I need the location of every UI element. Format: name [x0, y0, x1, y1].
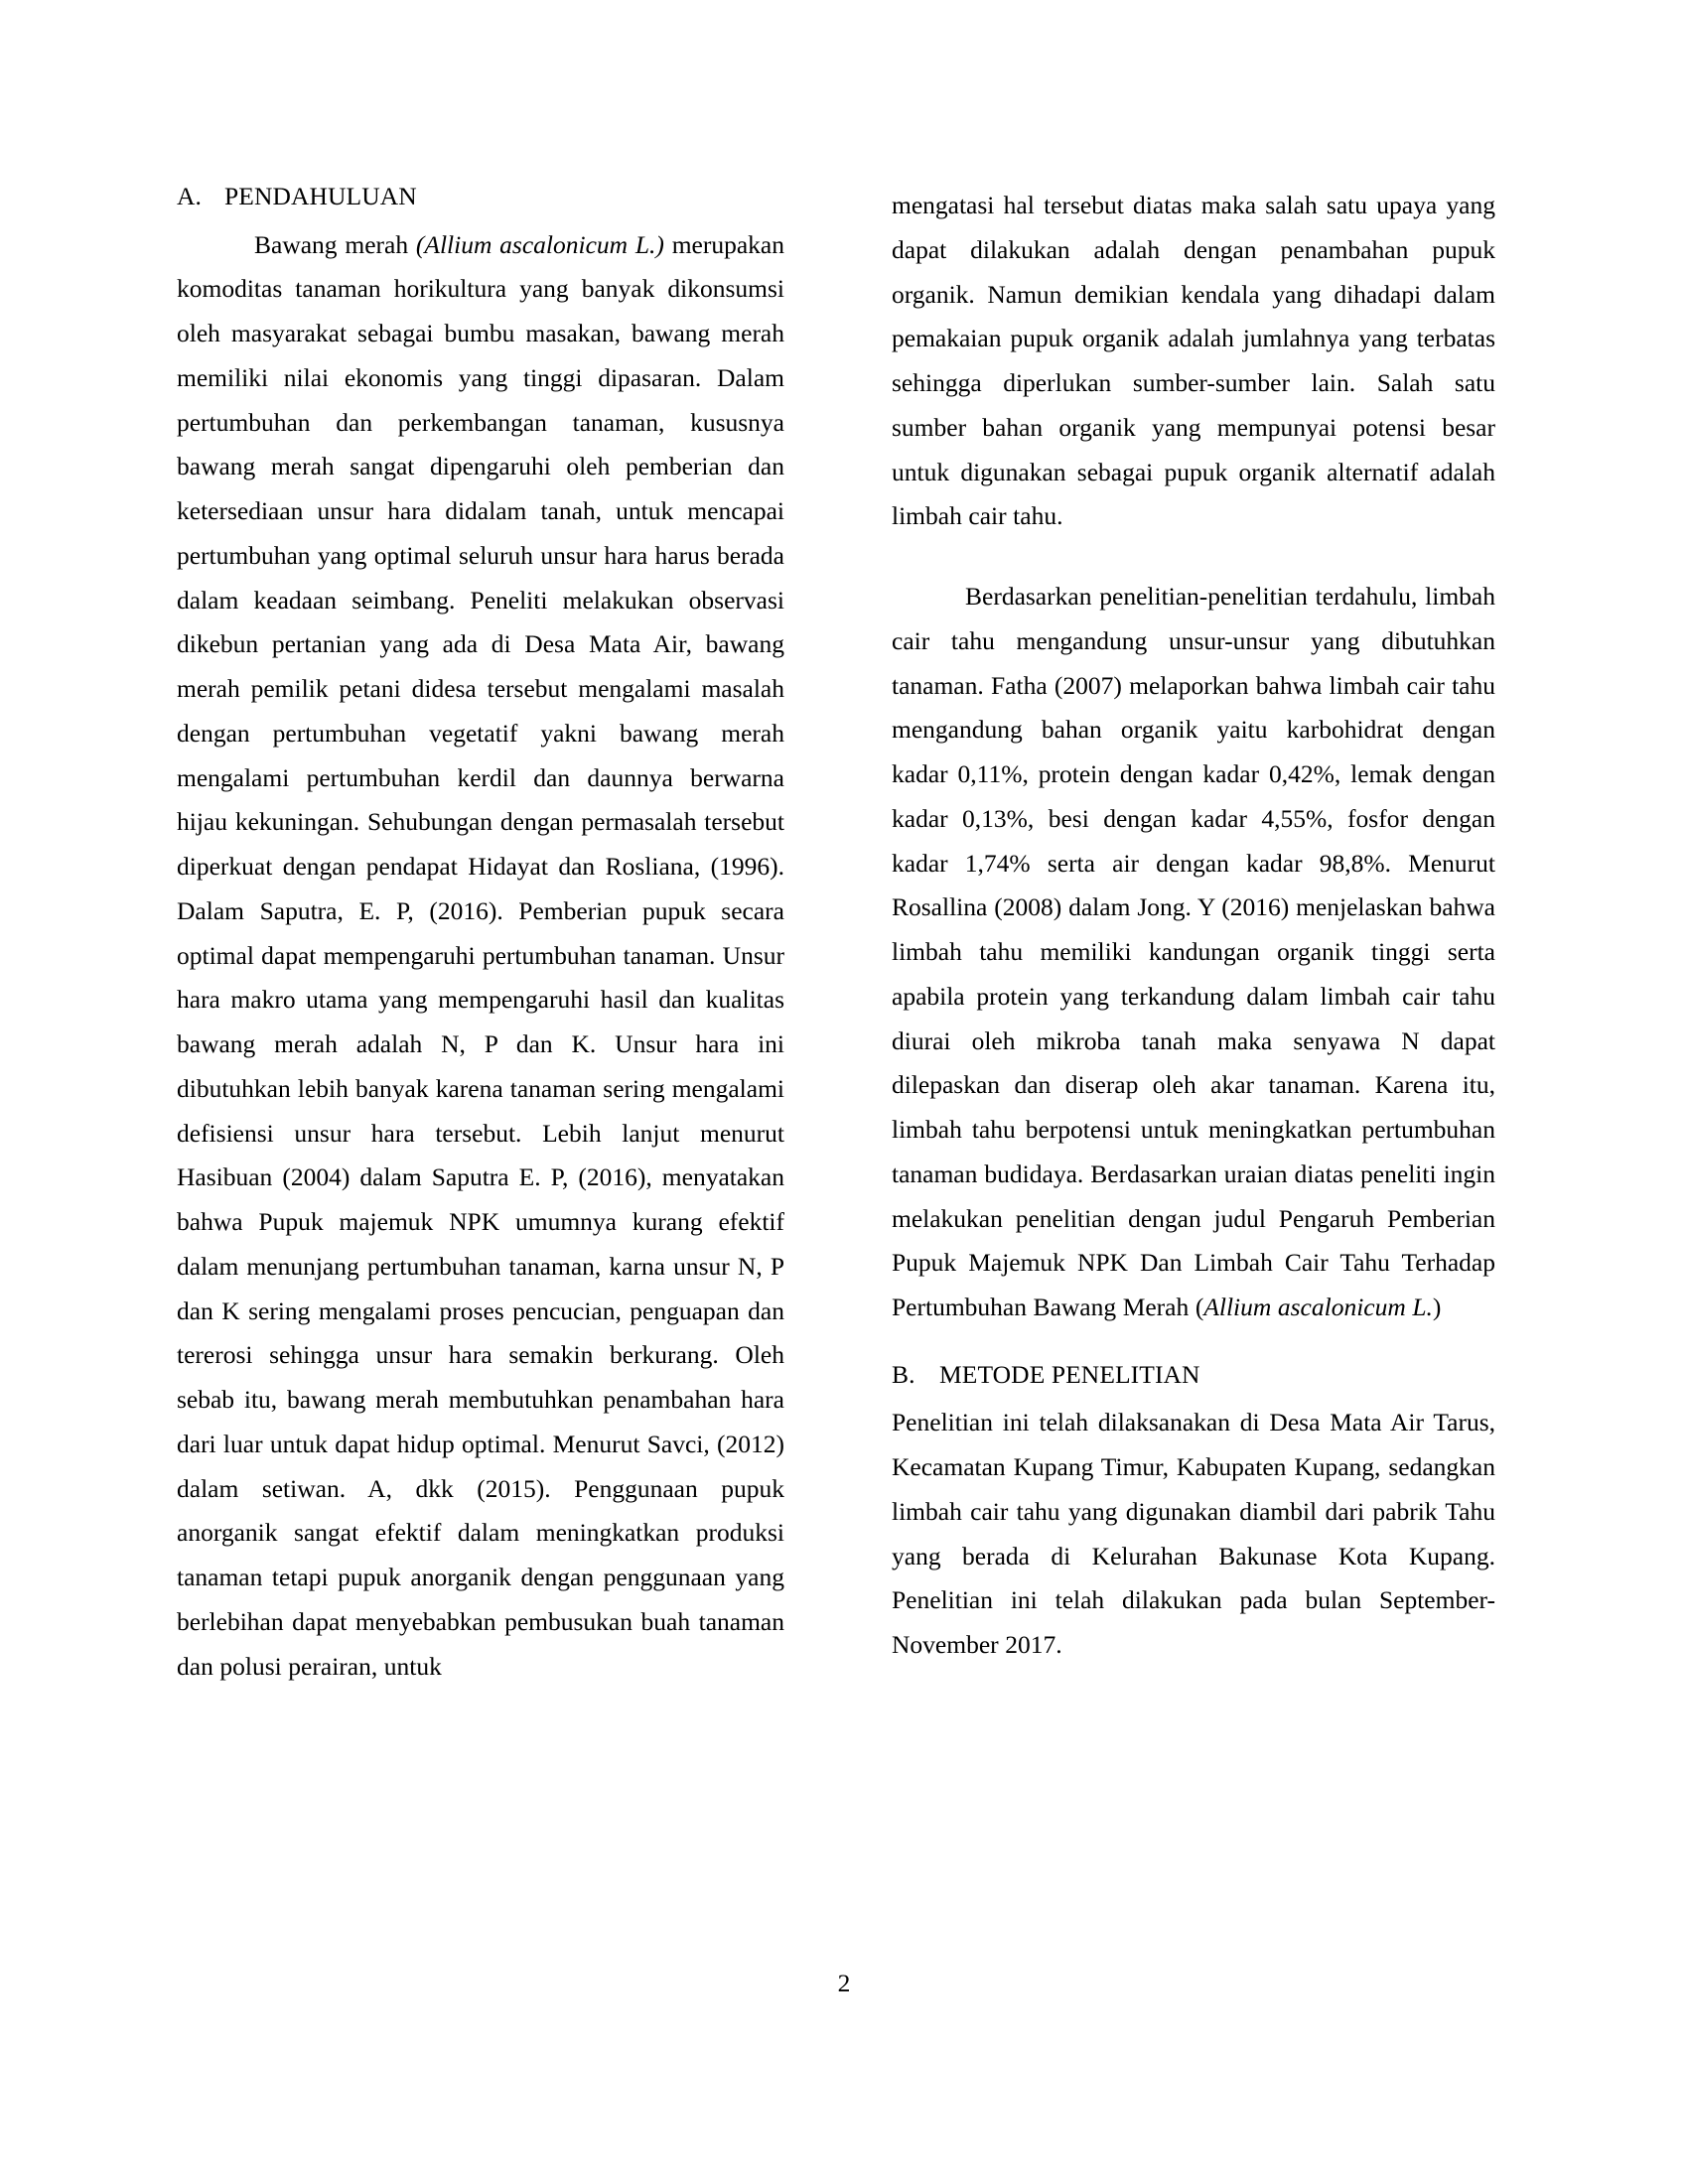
section-title-pendahuluan: PENDAHULUAN [224, 182, 417, 210]
section-letter-b: B. [892, 1359, 915, 1389]
section-title-metode-penelitian: METODE PENELITIAN [939, 1359, 1200, 1389]
two-column-layout [177, 184, 1495, 1689]
paragraph-method: Penelitian ini telah dilaksanakan di Desa Mata Air Tarus, Kecamatan Kupang Timur, Kabupaten Kupang, sedangkan limbah cair tahu yang digunakan diambil dari pabrik Tahu yang berada di Kelurahan Bakunase Kota Kupang. Penelitian ini telah dilakukan pada bulan September-November 2017. [892, 1408, 1495, 1659]
paragraph-introduction [177, 223, 784, 1690]
species-name-italic-2: Allium ascalonicum L. [1203, 1293, 1433, 1321]
species-name-italic: (Allium ascalonicum L.) [415, 229, 664, 259]
section-heading-metode-penelitian [892, 1359, 1495, 1389]
paragraph-research-text-before-italic: Berdasarkan penelitian-penelitian terdahulu, limbah cair tahu mengandung unsur-unsur yang dibutuhkan tanaman. Fatha (2007) melaporkan bahwa limbah cair tahu mengandung bahan organik yaitu karbohidrat dengan kadar 0,11%, protein dengan kadar 0,42%, lemak dengan kadar 0,13%, besi dengan kadar 4,55%, fosfor dengan kadar 1,74% serta air dengan kadar 98,8%. Menurut Rosallina (2008) dalam Jong. Y (2016) menjelaskan bahwa limbah tahu memiliki kandungan organik tinggi serta apabila protein yang terkandung dalam limbah cair tahu diurai oleh mikroba tanah maka senyawa N dapat dilepaskan dan diserap oleh akar tanaman. Karena itu, limbah tahu berpotensi untuk meningkatkan pertumbuhan tanaman budidaya. Berdasarkan uraian diatas peneliti ingin melakukan penelitian dengan judul Pengaruh Pemberian Pupuk Majemuk NPK Dan Limbah Cair Tahu Terhadap Pertumbuhan Bawang Merah ( [892, 582, 1495, 1321]
right-column [892, 184, 1495, 1668]
left-column [177, 184, 784, 1689]
section-heading-pendahuluan [177, 184, 784, 209]
paragraph-intro-text-before-italic: Bawang merah [254, 229, 416, 259]
paragraph-intro-text-after-italic: merupakan komoditas tanaman horikultura yang banyak dikonsumsi oleh masyarakat sebagai bumbu masakan, bawang merah memiliki nilai ekonomis yang tinggi dipasaran. Dalam pertumbuhan dan perkembangan tanaman, kususnya bawang merah sangat dipengaruhi oleh pemberian dan ketersediaan unsur hara didalam tanah, untuk mencapai pertumbuhan yang optimal seluruh unsur hara harus berada dalam keadaan seimbang. Peneliti melakukan observasi dikebun pertanian yang ada di Desa Mata Air, bawang merah pemilik petani didesa tersebut mengalami masalah dengan pertumbuhan vegetatif yakni bawang merah mengalami pertumbuhan kerdil dan daunnya berwarna hijau kekuningan. Sehubungan dengan permasalah tersebut diperkuat dengan pendapat Hidayat dan Rosliana, (1996). Dalam Saputra, E. P, (2016). Pemberian pupuk secara optimal dapat mempengaruhi pertumbuhan tanaman. Unsur hara makro utama yang mempengaruhi hasil dan kualitas bawang merah adalah N, P dan K. Unsur hara ini dibutuhkan lebih banyak karena tanaman sering mengalami defisiensi unsur hara tersebut. Lebih lanjut menurut Hasibuan (2004) dalam Saputra E. P, (2016), menyatakan bahwa Pupuk majemuk NPK umumnya kurang efektif dalam menunjang pertumbuhan tanaman, karna unsur N, P dan K sering mengalami proses pencucian, penguapan dan tererosi sehingga unsur hara semakin berkurang. Oleh sebab itu, bawang merah membutuhkan penambahan hara dari luar untuk dapat hidup optimal. Menurut Savci, (2012) dalam setiwan. A, dkk (2015). Penggunaan pupuk anorganik sangat efektif dalam meningkatkan produksi tanaman tetapi pupuk anorganik dengan penggunaan yang berlebihan dapat menyebabkan pembusukan buah tanaman dan polusi perairan, untuk [177, 229, 784, 1681]
paragraph-research-text-after-italic: ) [1432, 1293, 1442, 1321]
section-letter-a: A. [177, 182, 202, 210]
paragraph-introduction-continued: mengatasi hal tersebut diatas maka salah satu upaya yang dapat dilakukan adalah dengan penambahan pupuk organik. Namun demikian kendala yang dihadapi dalam pemakaian pupuk organik adalah jumlahnya yang terbatas sehingga diperlukan sumber-sumber lain. Salah satu sumber bahan organik yang mempunyai potensi besar untuk digunakan sebagai pupuk organik alternatif adalah limbah cair tahu. [892, 191, 1495, 531]
paragraph-previous-research [892, 575, 1495, 1330]
page-number: 2 [837, 1969, 851, 1997]
